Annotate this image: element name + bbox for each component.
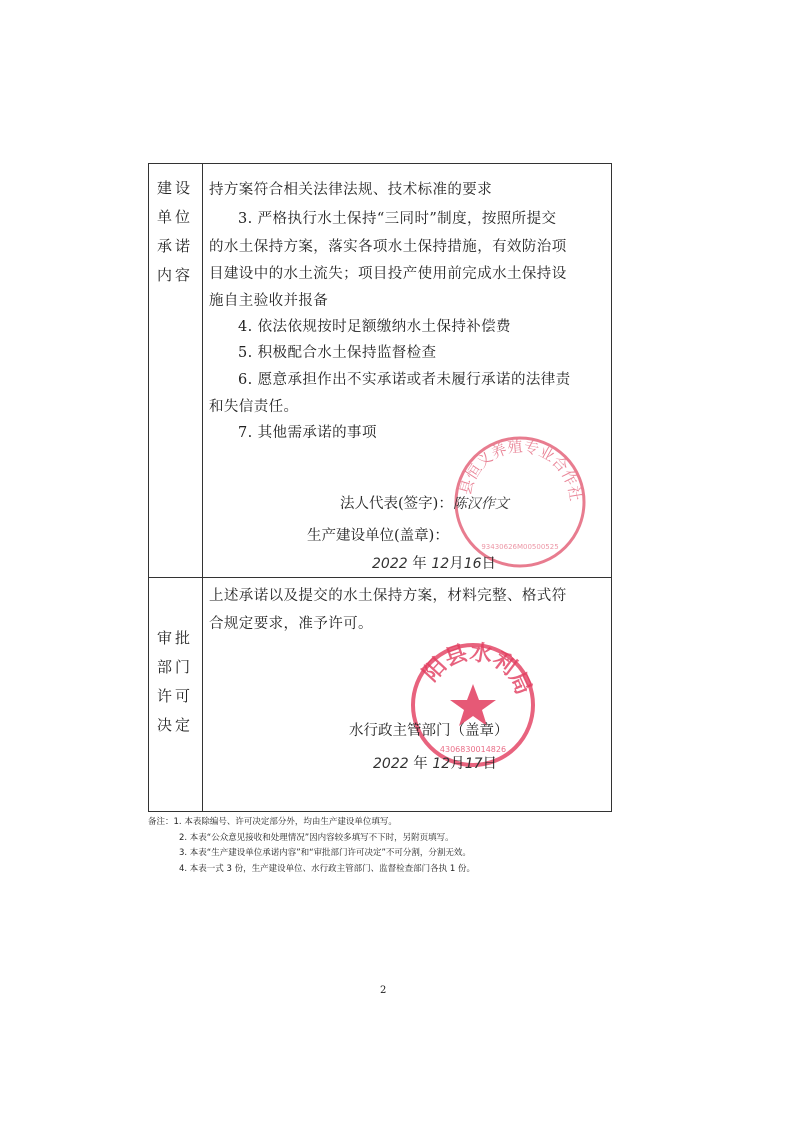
note-text: 2. 本表“公众意见接收和处理情况”因内容较多填写不下时，另附页填写。 [179, 832, 454, 843]
section2-label [149, 624, 201, 740]
note-text: 4. 本表一式 3 份，生产建设单位、水行政主管部门、监督检查部门各执 1 份。 [179, 863, 475, 874]
date-month-char: 月 [450, 756, 465, 772]
legal-rep-row [340, 492, 509, 513]
authority-label: 水行政主管部门（盖章） [349, 723, 509, 739]
date-month-char: 月 [449, 556, 464, 572]
applicant-seal-code: 93430626M00500525 [481, 543, 559, 551]
legal-rep-signature: 陈汉作文 [452, 496, 509, 512]
note-item [148, 815, 475, 831]
section2-label-line: 部门 [156, 658, 193, 676]
unit-seal-label: 生产建设单位(盖章)： [307, 528, 449, 544]
commitment-line: 5. 积极配合水土保持监督检查 [238, 345, 437, 361]
section-divider [149, 577, 611, 578]
notes-block [148, 815, 475, 877]
section2-label-line: 许可 [156, 687, 193, 705]
approval-line: 合规定要求，准予许可。 [209, 616, 373, 632]
note-item [148, 846, 475, 862]
applicant-seal-text: 县恒义养殖专业合作社 [456, 437, 585, 503]
commitment-line: 施自主验收并报备 [209, 293, 329, 309]
notes-prefix: 备注： [148, 817, 174, 827]
svg-text:阳县水利局 [419, 640, 536, 699]
unit-seal-row [307, 524, 449, 545]
authority-row [349, 719, 509, 740]
approval-line: 上述承诺以及提交的水土保持方案，材料完整、格式符 [209, 588, 567, 604]
date-day-char: 日 [481, 556, 497, 572]
section2-date [373, 752, 497, 773]
section1-label-line: 建设 [156, 179, 193, 197]
section1-label-line: 承诺 [156, 237, 193, 255]
note-text: 1. 本表除编号、许可决定部分外，均由生产建设单位填写。 [173, 817, 397, 827]
commitment-line: 持方案符合相关法律法规、技术标准的要求 [209, 182, 493, 198]
date-month-handwritten: 12 [431, 556, 450, 572]
date-day-char: 日 [482, 756, 498, 772]
authority-seal-code: 4306830014826 [439, 745, 507, 754]
section2-label-line: 决定 [156, 716, 193, 734]
note-text: 3. 本表“生产建设单位承诺内容”和“审批部门许可决定”不可分割，分割无效。 [179, 848, 471, 859]
commitment-line: 和失信责任。 [209, 399, 299, 415]
commitment-line: 6. 愿意承担作出不实承诺或者未履行承诺的法律责 [238, 372, 571, 388]
commitment-line: 7. 其他需承诺的事项 [238, 425, 377, 441]
commitment-line: 3. 严格执行水土保持“三同时”制度，按照所提交 [238, 211, 557, 227]
section1-label-line: 单位 [156, 208, 193, 226]
date-year-handwritten: 2022 [372, 556, 408, 572]
section2-label-line: 审批 [156, 629, 193, 647]
label-column-divider [202, 164, 203, 811]
page-number: 2 [380, 985, 387, 996]
date-year-char: 年 [413, 756, 428, 772]
date-day-handwritten: 17 [464, 756, 483, 772]
legal-rep-label: 法人代表(签字)： [340, 496, 453, 512]
date-month-handwritten: 12 [432, 756, 451, 772]
section1-label [149, 174, 201, 290]
date-day-handwritten: 16 [463, 556, 482, 572]
section1-label-line: 内容 [156, 266, 193, 284]
date-year-char: 年 [412, 556, 427, 572]
commitment-line: 4. 依法依规按时足额缴纳水土保持补偿费 [238, 319, 511, 335]
commitment-line: 目建设中的水土流失；项目投产使用前完成水土保持设 [209, 266, 567, 282]
note-item [148, 862, 475, 878]
authority-seal-text: 阳县水利局 [418, 640, 536, 699]
date-year-handwritten: 2022 [373, 756, 409, 772]
section1-date [372, 552, 496, 573]
authority-seal-graphic [408, 640, 538, 770]
commitment-line: 的水土保持方案，落实各项水土保持措施，有效防治项 [209, 239, 567, 255]
note-item [148, 831, 475, 847]
